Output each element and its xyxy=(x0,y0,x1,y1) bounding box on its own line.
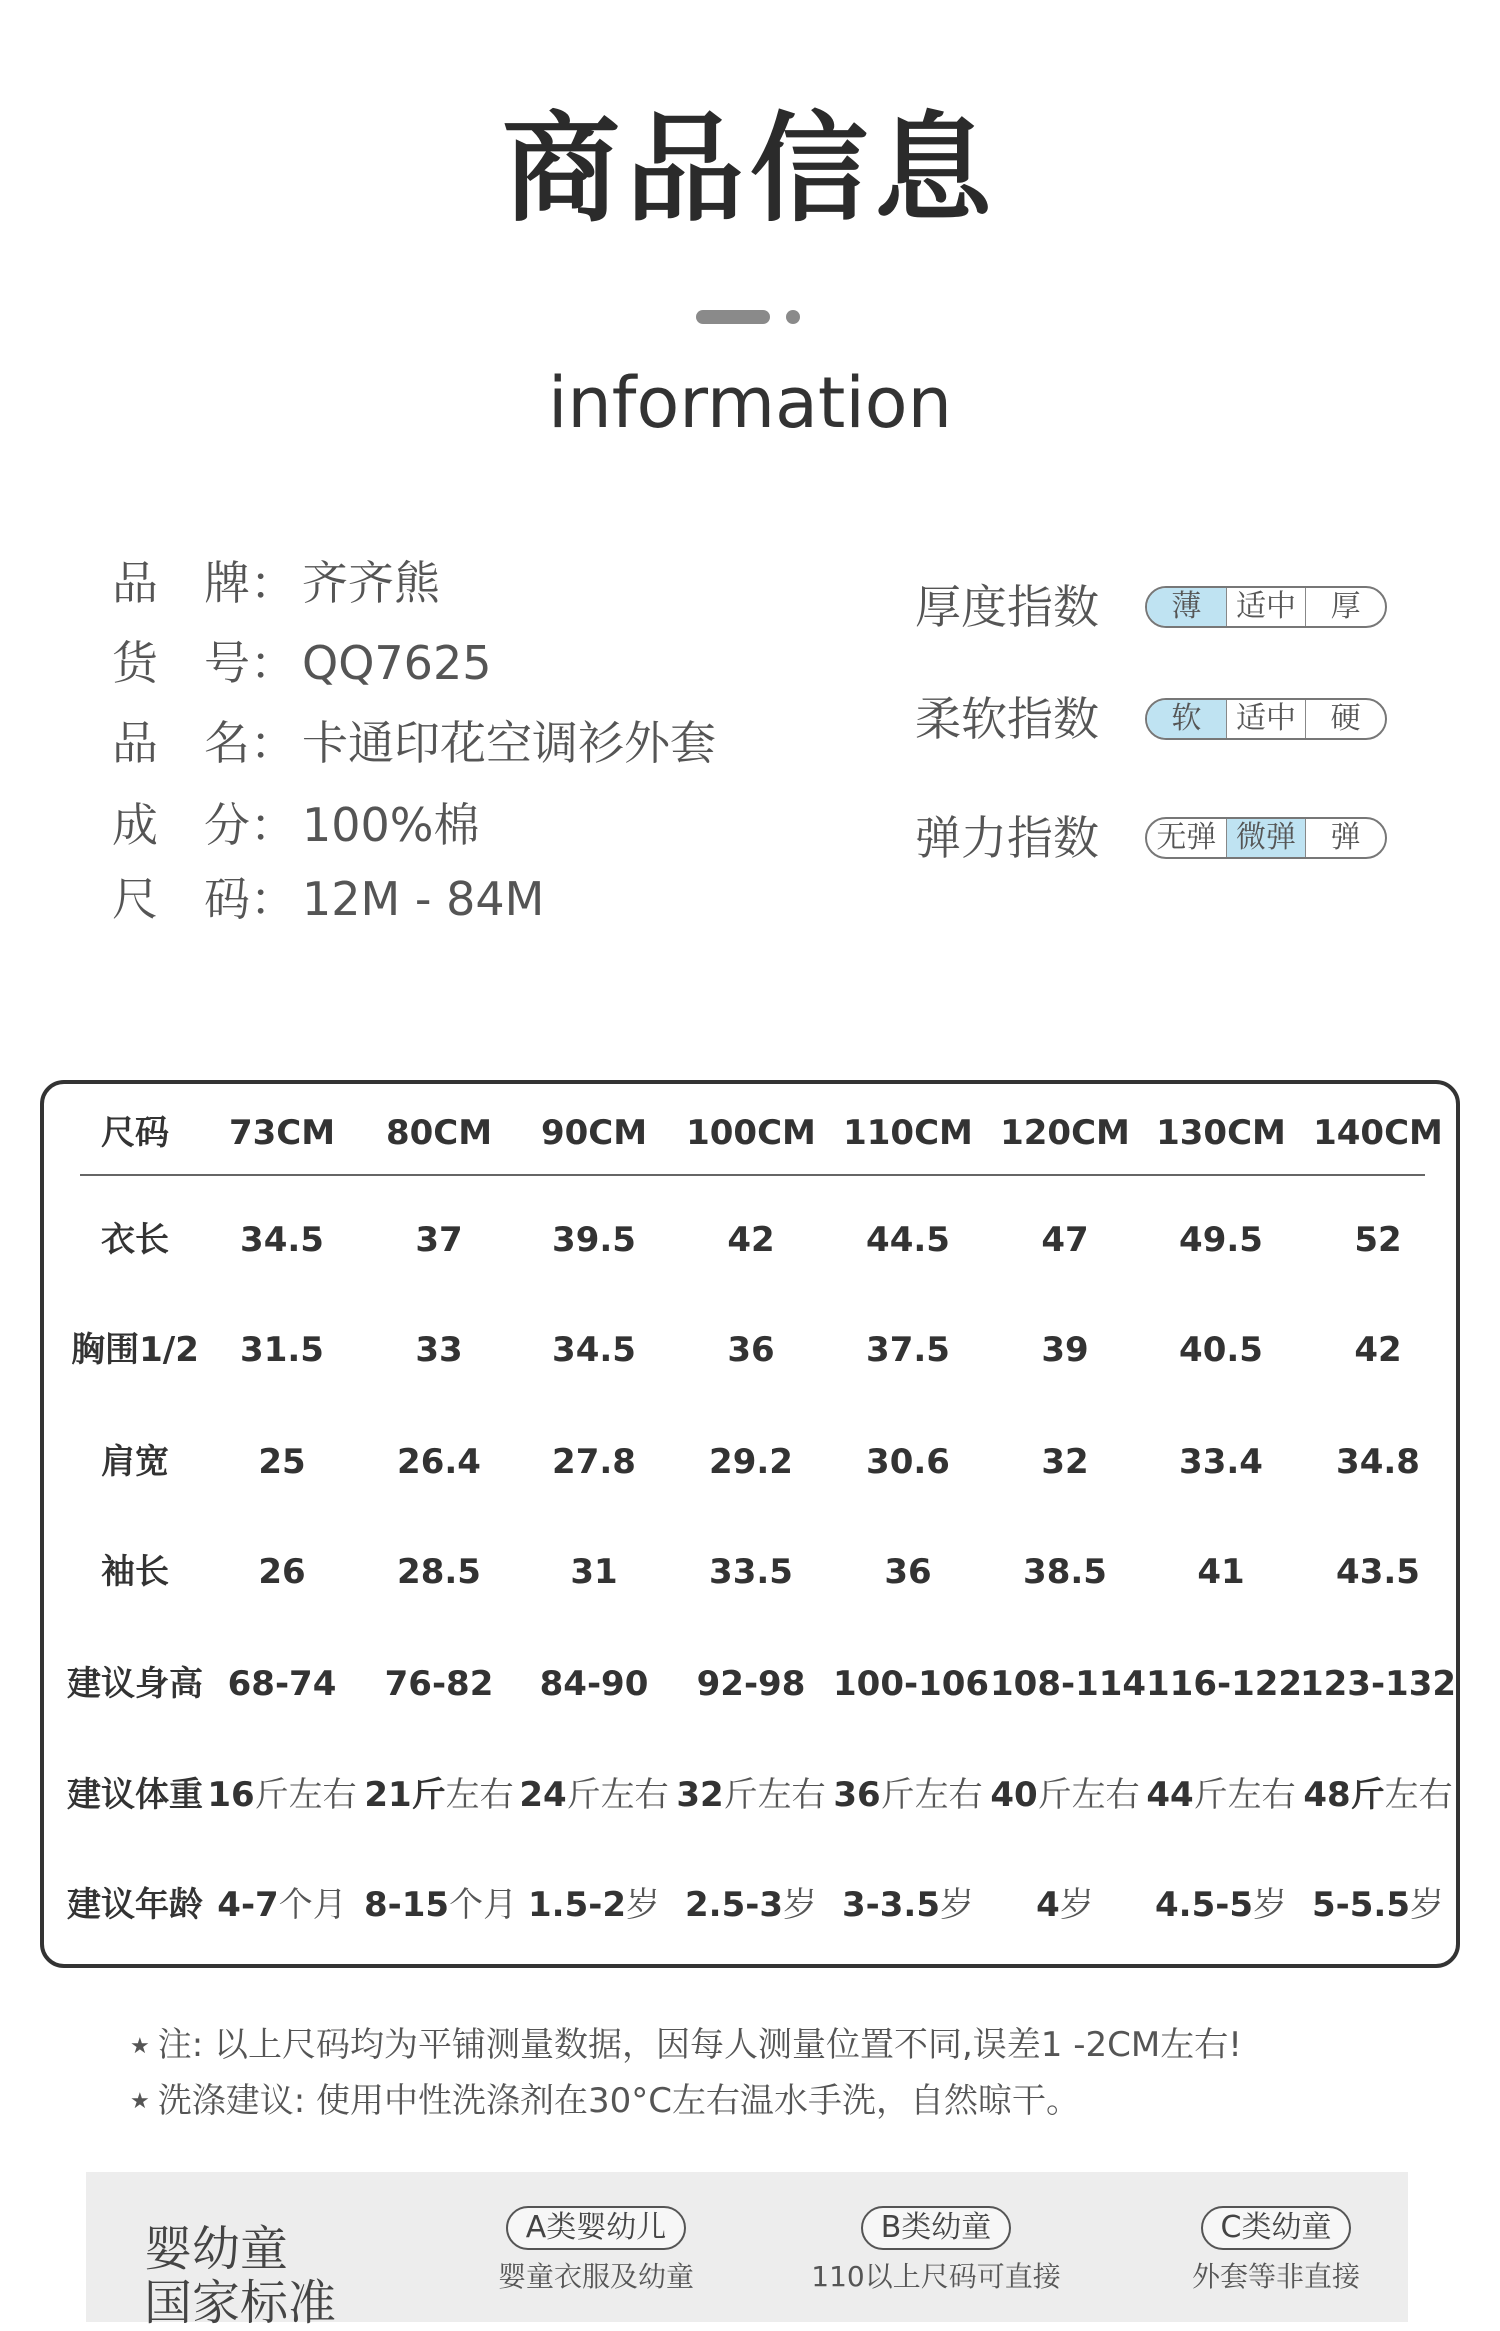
table-cell: 4-7个月 xyxy=(217,1885,347,1925)
info-label: 成 分： xyxy=(112,798,296,852)
standard-class-a xyxy=(446,2206,746,2294)
info-label: 品 名： xyxy=(112,716,296,770)
scale-option: 薄 xyxy=(1147,588,1226,626)
table-cell: 76-82 xyxy=(384,1664,494,1704)
info-value: 100%棉 xyxy=(302,798,480,852)
elasticity-scale xyxy=(1145,817,1387,859)
table-row-label: 袖长 xyxy=(101,1552,169,1592)
table-cell: 28.5 xyxy=(397,1552,481,1592)
table-cell: 37 xyxy=(415,1220,463,1260)
table-cell: 40斤左右 xyxy=(990,1775,1140,1815)
note-wash xyxy=(130,2074,1242,2130)
table-cell: 33 xyxy=(415,1330,463,1370)
table-cell: 21斤左右 xyxy=(364,1775,514,1815)
table-header-size: 140CM xyxy=(1313,1113,1443,1153)
softness-scale xyxy=(1145,698,1387,740)
info-label: 品 牌： xyxy=(112,556,296,610)
table-cell: 27.8 xyxy=(552,1442,636,1482)
class-badge: C类幼童 xyxy=(1201,2206,1352,2250)
bullet-icon: ★ xyxy=(130,2089,150,2114)
table-cell: 8-15个月 xyxy=(364,1885,518,1925)
table-cell: 5-5.5岁 xyxy=(1312,1885,1444,1925)
scale-option: 无弹 xyxy=(1156,820,1217,855)
scale-option: 微弹 xyxy=(1226,819,1306,857)
scale-option: 软 xyxy=(1147,700,1226,738)
table-cell: 34.5 xyxy=(240,1220,324,1260)
bullet-icon: ★ xyxy=(130,2033,150,2059)
scale-option: 弹 xyxy=(1305,819,1385,857)
table-cell: 1.5-2岁 xyxy=(528,1885,660,1925)
info-value: 卡通印花空调衫外套 xyxy=(302,716,716,770)
note-size xyxy=(130,2018,1242,2074)
info-row-sku xyxy=(112,636,492,690)
table-cell: 100-106 xyxy=(833,1664,990,1704)
table-cell: 39 xyxy=(1041,1330,1089,1370)
table-cell: 33.4 xyxy=(1179,1442,1263,1482)
table-row-label: 胸围1/2 xyxy=(71,1330,199,1370)
index-label: 弹力指数 xyxy=(915,811,1099,865)
table-cell: 44.5 xyxy=(866,1220,950,1260)
scale-option: 厚 xyxy=(1305,588,1385,626)
note-text: 注: 以上尺码均为平铺测量数据，因每人测量位置不同,误差1 -2CM左右! xyxy=(157,2025,1242,2065)
table-row-label: 衣长 xyxy=(101,1220,169,1260)
table-row-label: 肩宽 xyxy=(101,1442,169,1482)
scale-option: 适中 xyxy=(1226,700,1306,738)
table-cell: 16斤左右 xyxy=(207,1775,357,1815)
standard-title-line: 婴幼童 xyxy=(144,2221,289,2277)
table-cell: 52 xyxy=(1354,1220,1402,1260)
table-cell: 24斤左右 xyxy=(519,1775,669,1815)
table-cell: 42 xyxy=(727,1220,775,1260)
table-cell: 44斤左右 xyxy=(1146,1775,1296,1815)
page-title: 商品信息 xyxy=(501,100,998,238)
info-label: 货 号： xyxy=(112,636,296,690)
info-row-material xyxy=(112,798,480,852)
info-row-name xyxy=(112,716,716,770)
table-cell: 108-114 xyxy=(990,1664,1147,1704)
table-cell: 36 xyxy=(884,1552,932,1592)
note-text: 洗涤建议: 使用中性洗涤剂在30°C左右温水手洗，自然晾干。 xyxy=(157,2080,1080,2121)
table-cell: 42 xyxy=(1354,1330,1402,1370)
page-subtitle: information xyxy=(547,362,952,444)
table-cell: 47 xyxy=(1041,1220,1089,1260)
table-cell: 39.5 xyxy=(552,1220,636,1260)
table-cell: 37.5 xyxy=(866,1330,950,1370)
table-header-size: 100CM xyxy=(686,1113,816,1153)
info-label: 尺 码： xyxy=(112,872,296,926)
table-cell: 26 xyxy=(258,1552,306,1592)
table-cell: 36 xyxy=(727,1330,775,1370)
table-cell: 29.2 xyxy=(709,1442,793,1482)
scale-option: 适中 xyxy=(1226,588,1306,626)
table-cell: 33.5 xyxy=(709,1552,793,1592)
table-cell: 3-3.5岁 xyxy=(842,1885,974,1925)
divider-bar xyxy=(696,310,770,324)
table-cell: 36斤左右 xyxy=(833,1775,983,1815)
index-label: 柔软指数 xyxy=(915,692,1099,746)
class-badge: A类婴幼儿 xyxy=(506,2206,687,2250)
info-row-brand xyxy=(112,556,440,610)
table-corner-label: 尺码 xyxy=(101,1113,169,1153)
standard-title-line: 国家标准 xyxy=(144,2275,337,2331)
table-cell: 92-98 xyxy=(696,1664,806,1704)
table-cell: 84-90 xyxy=(539,1664,649,1704)
table-header-size: 130CM xyxy=(1156,1113,1286,1153)
scale-option: 硬 xyxy=(1305,700,1385,738)
national-standard-panel xyxy=(86,2172,1408,2331)
info-row-size xyxy=(112,872,545,926)
table-cell: 25 xyxy=(258,1442,306,1482)
table-cell: 30.6 xyxy=(866,1442,950,1482)
table-cell: 4岁 xyxy=(1036,1885,1094,1925)
table-row-label: 建议年龄 xyxy=(67,1885,203,1925)
table-header-divider xyxy=(80,1174,1425,1176)
table-header-size: 73CM xyxy=(228,1113,336,1153)
table-row-label: 建议体重 xyxy=(67,1775,203,1815)
table-cell: 48斤左右 xyxy=(1303,1775,1453,1815)
class-desc: 110以上尺码可直接 xyxy=(811,2260,1061,2293)
index-label: 厚度指数 xyxy=(915,580,1099,634)
table-row-label: 建议身高 xyxy=(67,1664,203,1704)
thickness-scale xyxy=(1145,586,1387,628)
size-table xyxy=(40,1080,1460,1968)
notes xyxy=(130,2018,1242,2129)
table-cell: 116-122 xyxy=(1146,1664,1303,1704)
table-cell: 4.5-5岁 xyxy=(1155,1885,1287,1925)
table-header-size: 110CM xyxy=(843,1113,973,1153)
standard-title xyxy=(144,2222,336,2330)
class-desc: 外套等非直接 xyxy=(1191,2260,1360,2293)
table-cell: 38.5 xyxy=(1023,1552,1107,1592)
class-badge: B类幼童 xyxy=(861,2206,1012,2250)
table-header-size: 90CM xyxy=(540,1113,648,1153)
standard-class-b xyxy=(786,2206,1086,2294)
table-cell: 68-74 xyxy=(227,1664,337,1704)
table-cell: 49.5 xyxy=(1179,1220,1263,1260)
table-cell: 40.5 xyxy=(1179,1330,1263,1370)
table-cell: 32 xyxy=(1041,1442,1089,1482)
table-cell: 26.4 xyxy=(397,1442,481,1482)
table-cell: 43.5 xyxy=(1336,1552,1420,1592)
class-desc: 婴童衣服及幼童 xyxy=(497,2260,694,2293)
table-cell: 41 xyxy=(1197,1552,1245,1592)
info-value: 齐齐熊 xyxy=(302,556,440,610)
table-cell: 31 xyxy=(570,1552,618,1592)
table-header-size: 120CM xyxy=(1000,1113,1130,1153)
divider-dot xyxy=(786,310,800,324)
table-cell: 34.5 xyxy=(552,1330,636,1370)
table-cell: 32斤左右 xyxy=(676,1775,826,1815)
table-cell: 31.5 xyxy=(240,1330,324,1370)
table-header-size: 80CM xyxy=(385,1113,493,1153)
table-cell: 34.8 xyxy=(1336,1442,1420,1482)
table-cell: 2.5-3岁 xyxy=(685,1885,817,1925)
table-cell: 123-132 xyxy=(1299,1664,1457,1704)
info-value: QQ7625 xyxy=(302,636,492,690)
info-value: 12M - 84M xyxy=(302,872,545,926)
standard-class-c xyxy=(1126,2206,1426,2294)
